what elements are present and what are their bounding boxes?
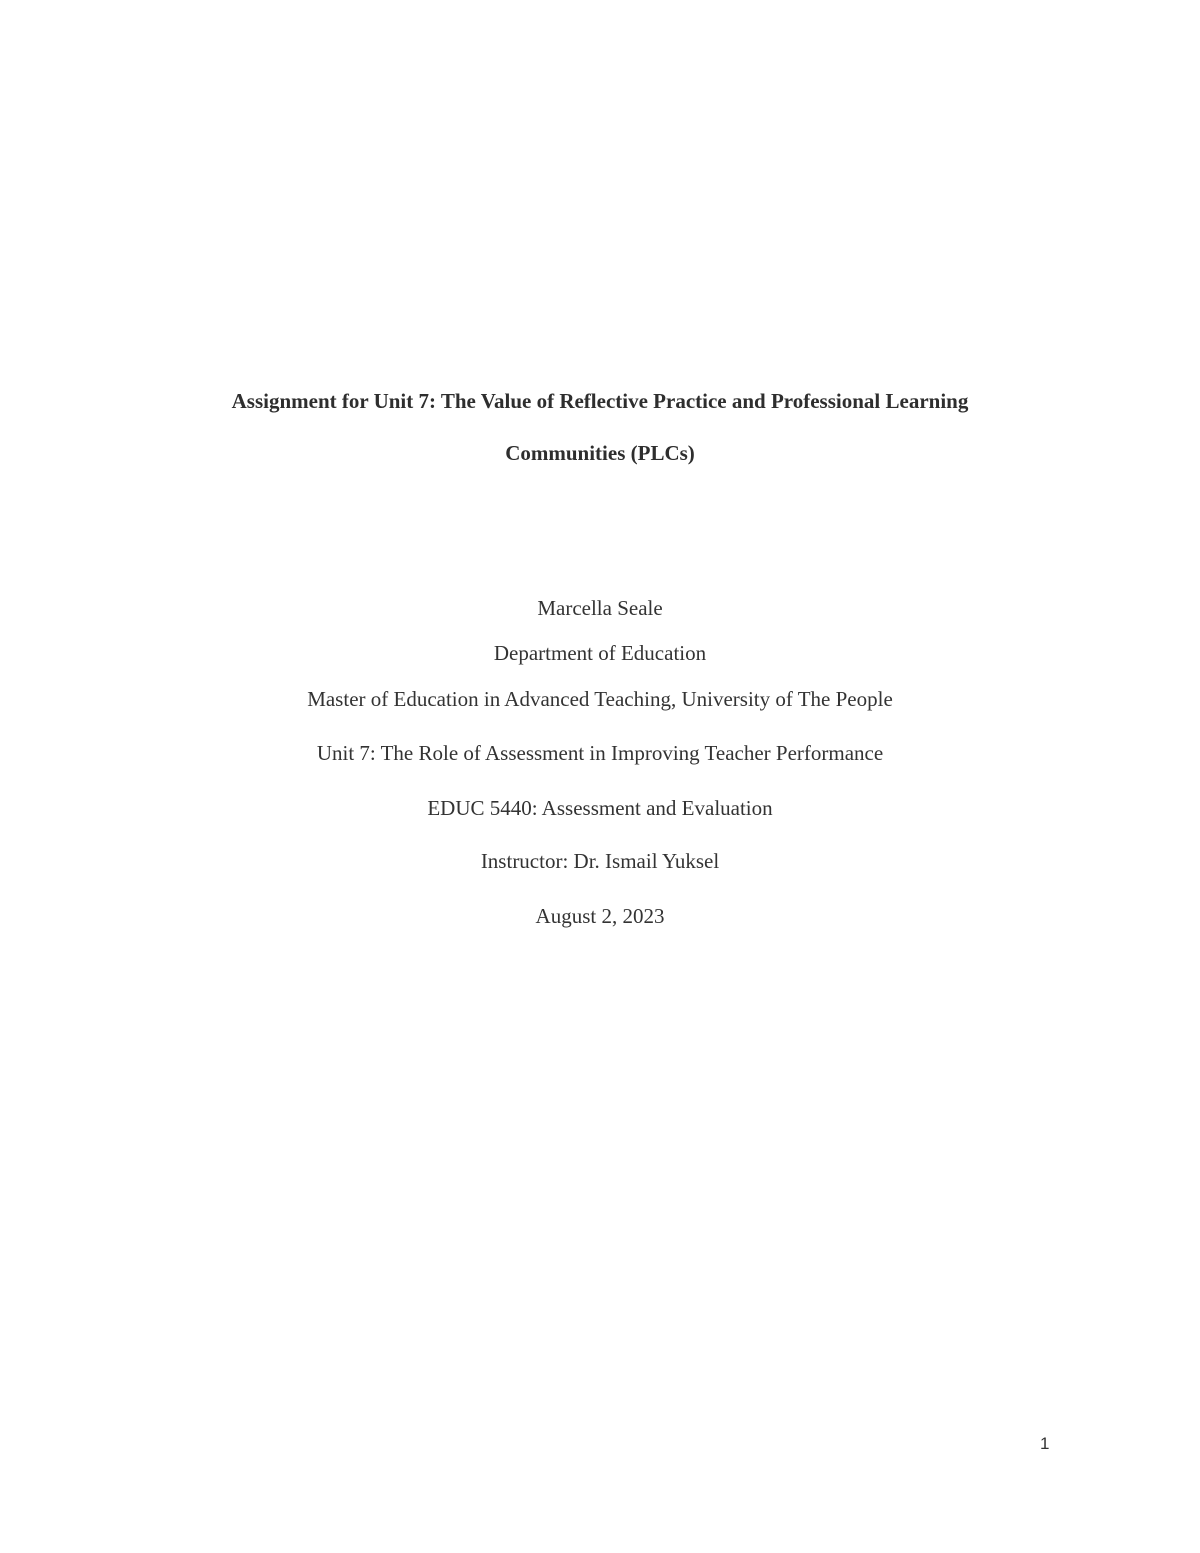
department: Department of Education — [493, 641, 707, 665]
author-name: Marcella Seale — [537, 596, 663, 620]
course-name: EDUC 5440: Assessment and Evaluation — [427, 796, 773, 820]
title-line-2: Communities (PLCs) — [505, 441, 695, 465]
submission-date: August 2, 2023 — [535, 904, 665, 928]
unit-title: Unit 7: The Role of Assessment in Improving Teacher Performance — [316, 741, 884, 765]
title-line-1: Assignment for Unit 7: The Value of Reflective Practice and Professional Learning — [231, 389, 969, 413]
instructor-name: Instructor: Dr. Ismail Yuksel — [480, 849, 720, 873]
page-number: 1 — [1040, 1434, 1050, 1453]
program-university: Master of Education in Advanced Teaching, University of The People — [307, 687, 893, 711]
